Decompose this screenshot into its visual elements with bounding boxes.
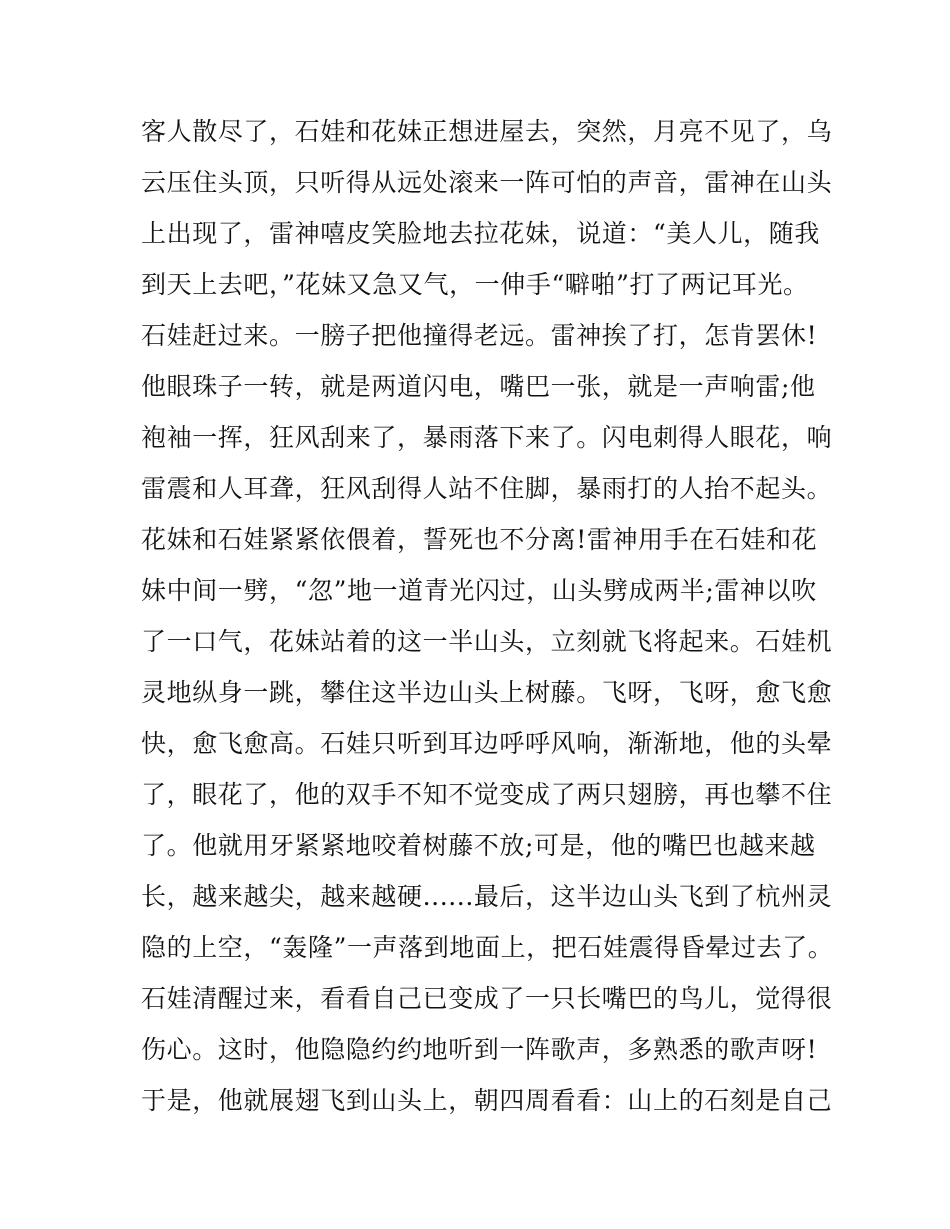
text-line: 雷震和人耳聋，狂风刮得人站不住脚，暴雨打的人抬不起头。 <box>141 474 833 503</box>
text-line: 上出现了，雷神嘻皮笑脸地去拉花妹，说道：“美人儿，随我 <box>141 219 820 248</box>
text-line: 了一口气，花妹站着的这一半山头，立刻就飞将起来。石娃机 <box>141 627 833 656</box>
text-line: 了。他就用牙紧紧地咬着树藤不放;可是，他的嘴巴也越来越 <box>141 831 816 860</box>
text-line: 石娃赶过来。一膀子把他撞得老远。雷神挨了打，怎肯罢休! <box>141 321 818 350</box>
text-line: 袍袖一挥，狂风刮来了，暴雨落下来了。闪电刺得人眼花，响 <box>141 423 833 452</box>
text-line: 花妹和石娃紧紧依偎着，誓死也不分离!雷神用手在石娃和花 <box>141 525 818 554</box>
text-line: 长，越来越尖，越来越硬......最后，这半边山头飞到了杭州灵 <box>141 882 833 911</box>
text-line: 妹中间一劈，“忽”地一道青光闪过，山头劈成两半;雷神以吹 <box>141 576 817 605</box>
text-line: 于是，他就展翅飞到山头上，朝四周看看：山上的石刻是自己 <box>141 1086 833 1115</box>
text-line: 石娃清醒过来，看看自己已变成了一只长嘴巴的鸟儿，觉得很 <box>141 984 833 1013</box>
text-line: 云压住头顶，只听得从远处滚来一阵可怕的声音，雷神在山头 <box>141 168 833 197</box>
text-line: 灵地纵身一跳，攀住这半边山头上树藤。飞呀，飞呀，愈飞愈 <box>141 678 833 707</box>
text-line: 了，眼花了，他的双手不知不觉变成了两只翅膀，再也攀不住 <box>141 780 833 809</box>
text-line: 他眼珠子一转，就是两道闪电，嘴巴一张，就是一声响雷;他 <box>141 372 816 401</box>
text-line: 隐的上空，“轰隆”一声落到地面上，把石娃震得昏晕过去了。 <box>141 933 834 962</box>
text-line: 伤心。这时，他隐隐约约地听到一阵歌声，多熟悉的歌声呀! <box>141 1035 818 1064</box>
text-line: 到天上去吧，”花妹又急又气，一伸手“噼啪”打了两记耳光。 <box>141 270 809 299</box>
text-line: 客人散尽了，石娃和花妹正想进屋去，突然，月亮不见了，乌 <box>141 117 833 146</box>
text-line: 快，愈飞愈高。石娃只听到耳边呼呼风响，渐渐地，他的头晕 <box>141 729 833 758</box>
body-text <box>141 106 834 1126</box>
